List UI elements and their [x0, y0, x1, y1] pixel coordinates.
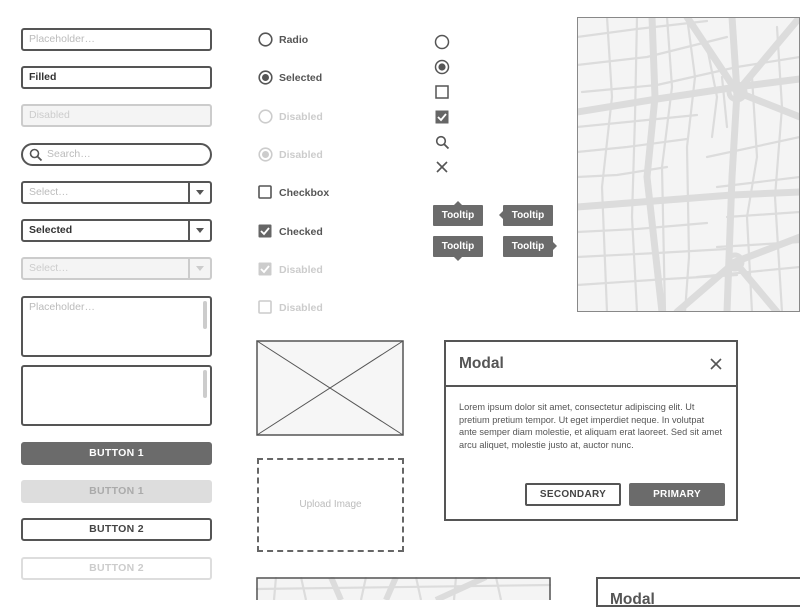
- disabled-input: Disabled: [21, 104, 212, 127]
- modal-dialog: [444, 340, 738, 521]
- checkbox-label: Checkbox: [279, 187, 330, 199]
- upload-image-dropzone[interactable]: [257, 458, 404, 552]
- button-1-disabled: BUTTON 1: [21, 480, 212, 503]
- search-input[interactable]: [21, 143, 212, 166]
- select-placeholder[interactable]: [21, 181, 212, 204]
- search-placeholder: Search…: [47, 148, 91, 160]
- textarea-empty[interactable]: [21, 365, 212, 426]
- radio-empty-icon[interactable]: [434, 34, 450, 50]
- checkbox-empty-icon[interactable]: [435, 85, 449, 99]
- tooltip-top: Tooltip: [433, 205, 483, 226]
- select-selected-label: Selected: [29, 224, 73, 236]
- button-2-disabled: BUTTON 2: [21, 557, 212, 580]
- tooltip-left: Tooltip: [503, 205, 553, 226]
- image-placeholder: [256, 340, 404, 436]
- select-disabled: [21, 257, 212, 280]
- modal-body: Lorem ipsum dolor sit amet, consectetur adipiscing elit. Ut pretium pretium tempor. Ut eget imperdiet neque. In volutpat ante semper diam molestie, et aliquam erat laoreet. Sed sit amet arcu aliquet, molestie justo at, auctor nunc.: [459, 402, 722, 450]
- checkbox-label: Disabled: [279, 264, 323, 276]
- button-1[interactable]: BUTTON 1: [21, 442, 212, 465]
- checkbox-label: Checked: [279, 226, 323, 238]
- textarea-scrollbar[interactable]: [203, 301, 207, 329]
- search-icon: [29, 148, 43, 162]
- map-view-partial[interactable]: [256, 577, 551, 600]
- select-disabled-label: Select…: [29, 262, 69, 274]
- checkbox-checked-icon[interactable]: [258, 224, 272, 238]
- placeholder-input[interactable]: Placeholder…: [21, 28, 212, 51]
- close-icon[interactable]: [710, 358, 722, 370]
- modal-title: Modal: [459, 355, 504, 372]
- checkbox-empty-icon[interactable]: [258, 185, 272, 199]
- modal-header: [446, 342, 736, 387]
- tooltip-bottom: Tooltip: [433, 236, 483, 257]
- radio-filled-icon[interactable]: [258, 70, 273, 85]
- textarea-scrollbar[interactable]: [203, 370, 207, 398]
- checkbox-empty-icon: [258, 300, 272, 314]
- checkbox-checked-icon[interactable]: [435, 110, 449, 124]
- search-icon[interactable]: [435, 135, 450, 150]
- chevron-down-icon: [188, 259, 210, 278]
- button-2[interactable]: BUTTON 2: [21, 518, 212, 541]
- upload-image-label: Upload Image: [299, 499, 362, 510]
- tooltip-right: Tooltip: [503, 236, 553, 257]
- radio-label: Selected: [279, 72, 323, 84]
- textarea-placeholder-label: Placeholder…: [29, 301, 95, 313]
- checkbox-label: Disabled: [279, 302, 323, 314]
- primary-button[interactable]: PRIMARY: [629, 483, 725, 506]
- chevron-down-icon[interactable]: [188, 183, 210, 202]
- radio-label: Disabled: [279, 111, 323, 123]
- modal-dialog-partial: [596, 577, 800, 607]
- secondary-button[interactable]: SECONDARY: [525, 483, 621, 506]
- select-placeholder-label: Select…: [29, 186, 69, 198]
- radio-label: Radio: [279, 34, 309, 46]
- modal-title: Modal: [610, 591, 655, 608]
- close-icon[interactable]: [436, 161, 448, 173]
- filled-input[interactable]: Filled: [21, 66, 212, 89]
- map-view[interactable]: [577, 17, 800, 312]
- radio-empty-icon: [258, 109, 273, 124]
- radio-empty-icon[interactable]: [258, 32, 273, 47]
- radio-label: Disabled: [279, 149, 323, 161]
- checkbox-checked-icon: [258, 262, 272, 276]
- chevron-down-icon[interactable]: [188, 221, 210, 240]
- textarea-placeholder[interactable]: [21, 296, 212, 357]
- radio-filled-icon[interactable]: [434, 59, 450, 75]
- select-selected[interactable]: [21, 219, 212, 242]
- radio-filled-icon: [258, 147, 273, 162]
